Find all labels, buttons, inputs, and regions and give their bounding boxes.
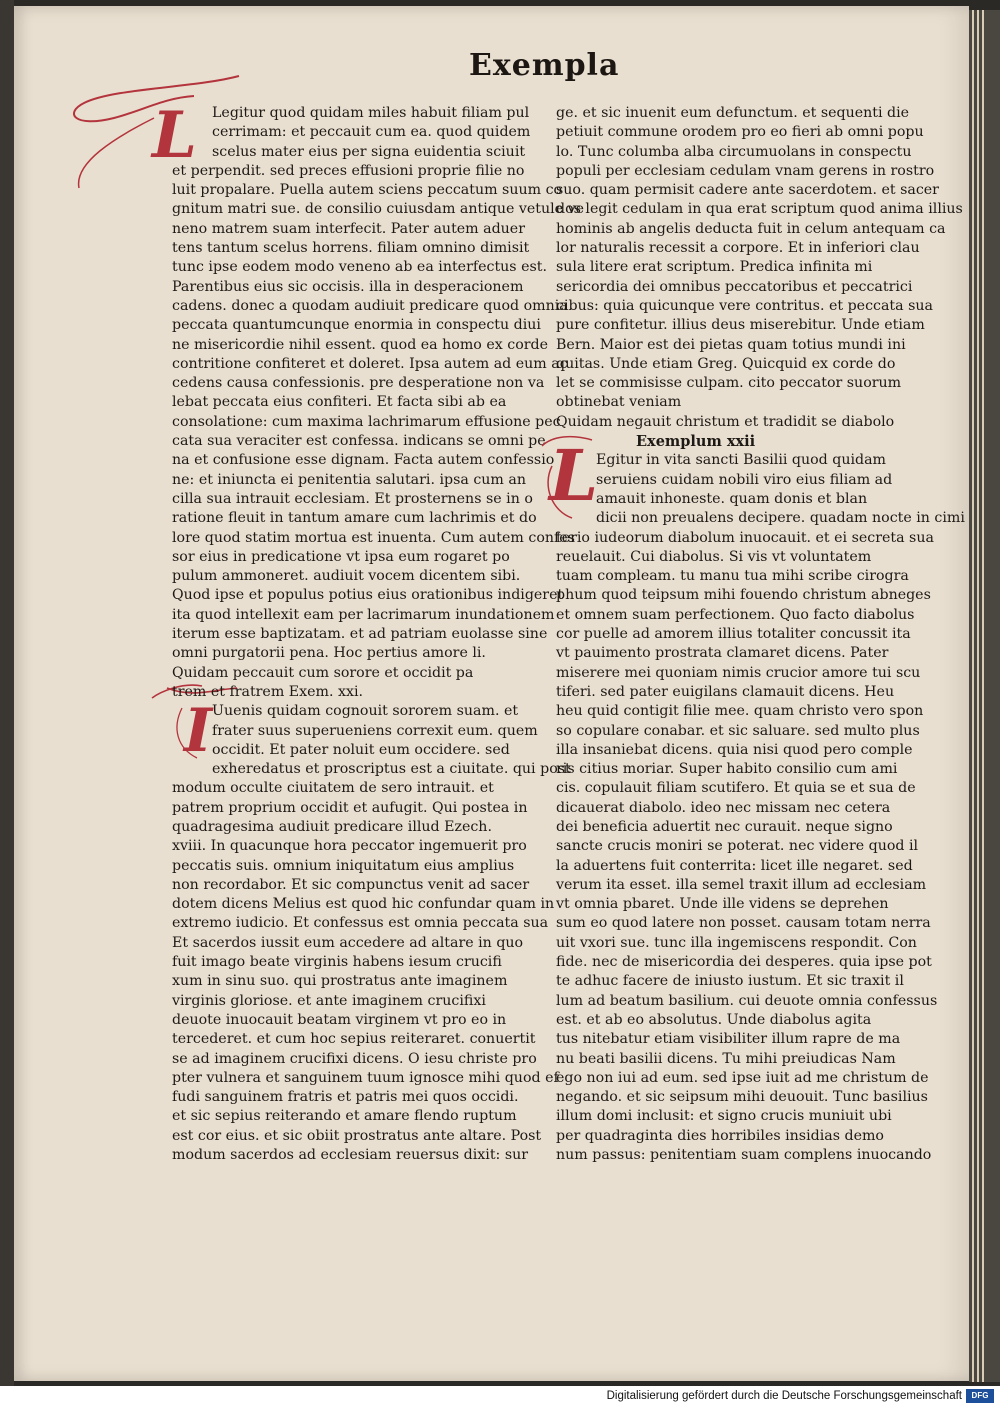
text-line: pure confitetur. illius deus miserebitur. Unde etiam [556,317,925,334]
text-line: se ad imaginem crucifixi dicens. O iesu christe pro [172,1050,537,1067]
text-line: illum domi inclusit: et signo crucis muniuit ubi [556,1108,892,1125]
text-line: modum sacerdos ad ecclesiam reuersus dixit: sur [172,1147,529,1164]
text-line: occidit. Et pater noluit eum occidere. sed [212,741,510,758]
text-line: lebat peccata eius confiteri. Et facta sibi ab ea [172,394,507,411]
text-line: populi per ecclesiam cedulam vnam gerens in rostro [556,162,935,179]
text-line: let se commisisse culpam. cito peccator suorum [556,375,902,392]
text-line: suo. quam permisit cadere ante sacerdotem. et sacer [556,182,939,199]
text-line: gnitum matri sue. de consilio cuiusdam antique vetule ve [172,201,584,218]
text-line: cedens causa confessionis. pre desperatione non va [172,375,545,392]
text-line: na et confusione esse dignam. Facta autem confessio [172,452,555,469]
text-line: hominis ab angelis deducta fuit in celum antequam ca [556,220,946,237]
text-line: cibus: quia quicunque vere contritus. et peccata sua [556,297,933,314]
text-line: Quidam negauit christum et tradidit se diabolo [556,413,895,430]
text-line: neno matrem suam interfecit. Pater autem aduer [172,220,525,237]
text-line: lum ad beatum basilium. cui deuote omnia confessus [556,992,938,1009]
text-line: peccatis suis. omnium iniquitatum eius amplius [172,857,515,874]
text-line: tuam compleam. tu manu tua mihi scribe cirogra [556,568,909,585]
text-line: est cor eius. et sic obiit prostratus ante altare. Post [172,1127,542,1144]
text-line: phum quod teipsum mihi fouendo christum abneges [556,587,931,604]
text-line: omni purgatorii pena. Hoc pertius amore li. [172,645,486,662]
text-line: illa insaniebat dicens. quia nisi quod pero comple [556,741,913,758]
text-line: virginis gloriose. et ante imaginem crucifixi [172,992,486,1009]
text-line: lore quod statim mortua est inuenta. Cum autem confes [172,529,575,546]
text-line: fide. nec de misericordia dei desperes. quia ipse pot [556,954,932,971]
text-line: Bern. Maior est dei pietas quam totius mundi ini [556,336,906,353]
text-line: Uuenis quidam cognouit sororem suam. et [212,703,519,720]
text-line: sancte crucis moniri se poterat. nec videre quod il [556,838,919,855]
text-line: ris citius moriar. Super habito consilio cum ami [556,761,898,778]
text-line: num passus: penitentiam suam complens inuocando [556,1147,932,1164]
text-line: xviii. In quacunque hora peccator ingemuerit pro [172,838,527,855]
text-line: amauit inhoneste. quam donis et blan [596,490,868,507]
text-line: non recordabor. Et sic compunctus venit ad sacer [172,876,530,893]
text-line: cerrimam: et peccauit cum ea. quod quidem [212,124,531,141]
left-block-1 [172,104,584,702]
text-line: contritione confiteret et doleret. Ipsa autem ad eum ac [172,355,568,372]
text-line: Et sacerdos iussit eum accedere ad altare in quo [172,934,524,951]
right-column [556,104,965,1165]
text-line: miserere mei quoniam nimis crucior amore tui scu [556,664,921,681]
drop-initial-L-3: L [549,434,599,517]
right-block-2 [556,451,965,1165]
text-line: terio iudeorum diabolum inuocauit. et ei secreta sua [556,529,934,546]
text-line: quitas. Unde etiam Greg. Quicquid ex corde do [556,355,896,372]
text-line: cis. copulauit filiam scutifero. Et quia se et sua de [556,780,916,797]
text-line: tus nitebatur etiam visibiliter illum rapre de ma [556,1031,901,1048]
footer-credit: Digitalisierung gefördert durch die Deutsche Forschungsgemeinschaft [606,1390,962,1402]
text-line: cilla sua intrauit ecclesiam. Et prosternens se in o [172,490,533,507]
text-line: pulum ammoneret. audiuit vocem dicentem sibi. [172,568,521,585]
text-line: modum occulte ciuitatem de sero intrauit. et [172,780,494,797]
text-line: exheredatus et proscriptus est a ciuitate. qui post [212,761,571,778]
text-line: vt pauimento prostrata clamaret dicens. Pater [556,645,889,662]
text-line: sum eo quod latere non posset. causam totam nerra [556,915,931,932]
text-line: ne: et iniuncta ei penitentia salutari. ipsa cum an [172,471,526,488]
text-line: cor puelle ad amorem illius totaliter concussit ita [556,626,911,643]
scan-background-left [0,0,14,1390]
text-line: te adhuc facere de iniusto iustum. Et sic traxit il [556,973,904,990]
text-line: so copulare conabar. et sic saluare. sed multo plus [556,722,920,739]
exemplum-heading: Exemplum xxii [636,433,756,451]
footer-bar [0,1386,1000,1407]
text-line: nu beati basilii dicens. Tu mihi preiudicas Nam [556,1050,896,1067]
text-line: dos legit cedulam in qua erat scriptum quod anima illius [556,201,963,218]
text-line: uit vxori sue. tunc illa ingemiscens respondit. Con [556,934,917,951]
page-edge [969,10,1000,1382]
text-line: reuelauit. Cui diabolus. Si vis vt voluntatem [556,548,872,565]
dfg-logo: DFG [966,1389,994,1403]
text-line: peccata quantumcunque enormia in conspectu diui [172,317,541,334]
left-block-2 [172,702,571,1165]
text-line: Legitur quod quidam miles habuit filiam pul [212,105,530,121]
text-line: pter vulnera et sanguinem tuum ignosce mihi quod ef [172,1069,559,1086]
text-line: luit propalare. Puella autem sciens peccatum suum co [172,182,563,199]
text-line: extremo iudicio. Et confessus est omnia peccata sua [172,915,549,932]
text-line: Parentibus eius sic occisis. illa in desperacionem [172,278,524,295]
text-line: et perpendit. sed preces effusioni proprie filie no [172,162,525,179]
text-line: sula litere erat scriptum. Predica infinita mi [556,259,873,276]
text-line: trem et fratrem Exem. xxi. [172,683,364,700]
text-line: ita quod intellexit eam per lacrimarum inundationem [172,606,555,623]
text-line: et omnem suam perfectionem. Quo facto diabolus [556,606,915,623]
text-line: heu quid contigit filie mee. quam christo vero spon [556,703,924,720]
running-head: Exempla [469,48,620,83]
text-line: dicii non preualens decipere. quadam nocte in cimi [596,510,965,527]
text-line: lor naturalis recessit a corpore. Et in inferiori clau [556,240,920,257]
text-line: patrem proprium occidit et aufugit. Qui postea in [172,799,528,816]
text-line: seruiens cuidam nobili viro eius filiam ad [596,471,893,488]
text-line: tunc ipse eodem modo veneno ab ea interfectus est. [172,259,547,276]
text-line: fudi sanguinem fratris et patris mei quos occidi. [172,1089,519,1106]
text-line: ratione fleuit in tantum amare cum lachrimis et do [172,510,537,527]
text-line: Quod ipse et populus potius eius orationibus indigeret [172,587,564,604]
text-line: consolatione: cum maxima lachrimarum effusione pec [172,413,561,430]
text-line: Egitur in vita sancti Basilii quod quidam [596,452,887,469]
text-line: lo. Tunc columba alba circumuolans in conspectu [556,143,912,160]
text-line: est. et ab eo absolutus. Unde diabolus agita [556,1011,872,1028]
text-line: ego non iui ad eum. sed ipse iuit ad me christum de [556,1069,929,1086]
text-line: per quadraginta dies horribiles insidias demo [556,1127,884,1144]
text-line: dei beneficia aduertit nec curauit. neque signo [556,818,893,835]
text-line: negando. et sic seipsum mihi deuouit. Tunc basilius [556,1089,928,1106]
book-page [14,6,969,1381]
text-line: petiuit commune orodem pro eo fieri ab omni popu [556,124,924,141]
text-line: et sic sepius reiterando et amare flendo ruptum [172,1108,517,1125]
text-line: iterum esse baptizatam. et ad patriam euolasse sine [172,626,548,643]
text-line: scelus mater eius per signa euidentia sciuit [212,143,526,160]
right-block-1 [556,104,963,432]
text-line: tens tantum scelus horrens. filiam omnino dimisit [172,240,530,257]
text-line: ge. et sic inuenit eum defunctum. et sequenti die [556,105,910,121]
text-line: sor eius in predicatione vt ipsa eum rogaret po [172,548,510,565]
text-line: deuote inuocauit beatam virginem vt pro eo in [172,1011,507,1028]
text-line: fuit imago beate virginis habens iesum crucifi [172,954,502,971]
text-line: sericordia dei omnibus peccatoribus et peccatrici [556,278,913,295]
text-line: dicauerat diabolo. ideo nec missam nec cetera [556,799,891,816]
text-line: tiferi. sed pater euigilans clamauit dicens. Heu [556,683,895,700]
drop-initial-I-2: I [184,696,213,766]
text-line: verum ita esset. illa semel traxit illum ad ecclesiam [556,876,927,893]
text-line: la aduertens fuit conterrita: licet ille negaret. sed [556,857,913,874]
left-column [172,104,584,1165]
text-line: tercederet. et cum hoc sepius reiteraret. conuertit [172,1031,536,1048]
text-line: frater suus superueniens correxit eum. quem [212,722,538,739]
text-line: Quidam peccauit cum sorore et occidit pa [172,664,474,681]
text-line: dotem dicens Melius est quod hic confundar quam in [172,896,555,913]
text-line: ne misericordie nihil essent. quod ea homo ex corde [172,336,548,353]
text-line: vt omnia pbaret. Unde ille videns se deprehen [556,896,889,913]
text-line: quadragesima audiuit predicare illud Ezech. [172,818,492,835]
text-line: cadens. donec a quodam audiuit predicare quod omnia [172,297,568,314]
drop-initial-L-1: L [152,98,197,173]
text-line: obtinebat veniam [556,394,682,411]
text-line: xum in sinu suo. qui prostratus ante imaginem [172,973,508,990]
text-line: cata sua veraciter est confessa. indicans se omni pe [172,433,546,450]
